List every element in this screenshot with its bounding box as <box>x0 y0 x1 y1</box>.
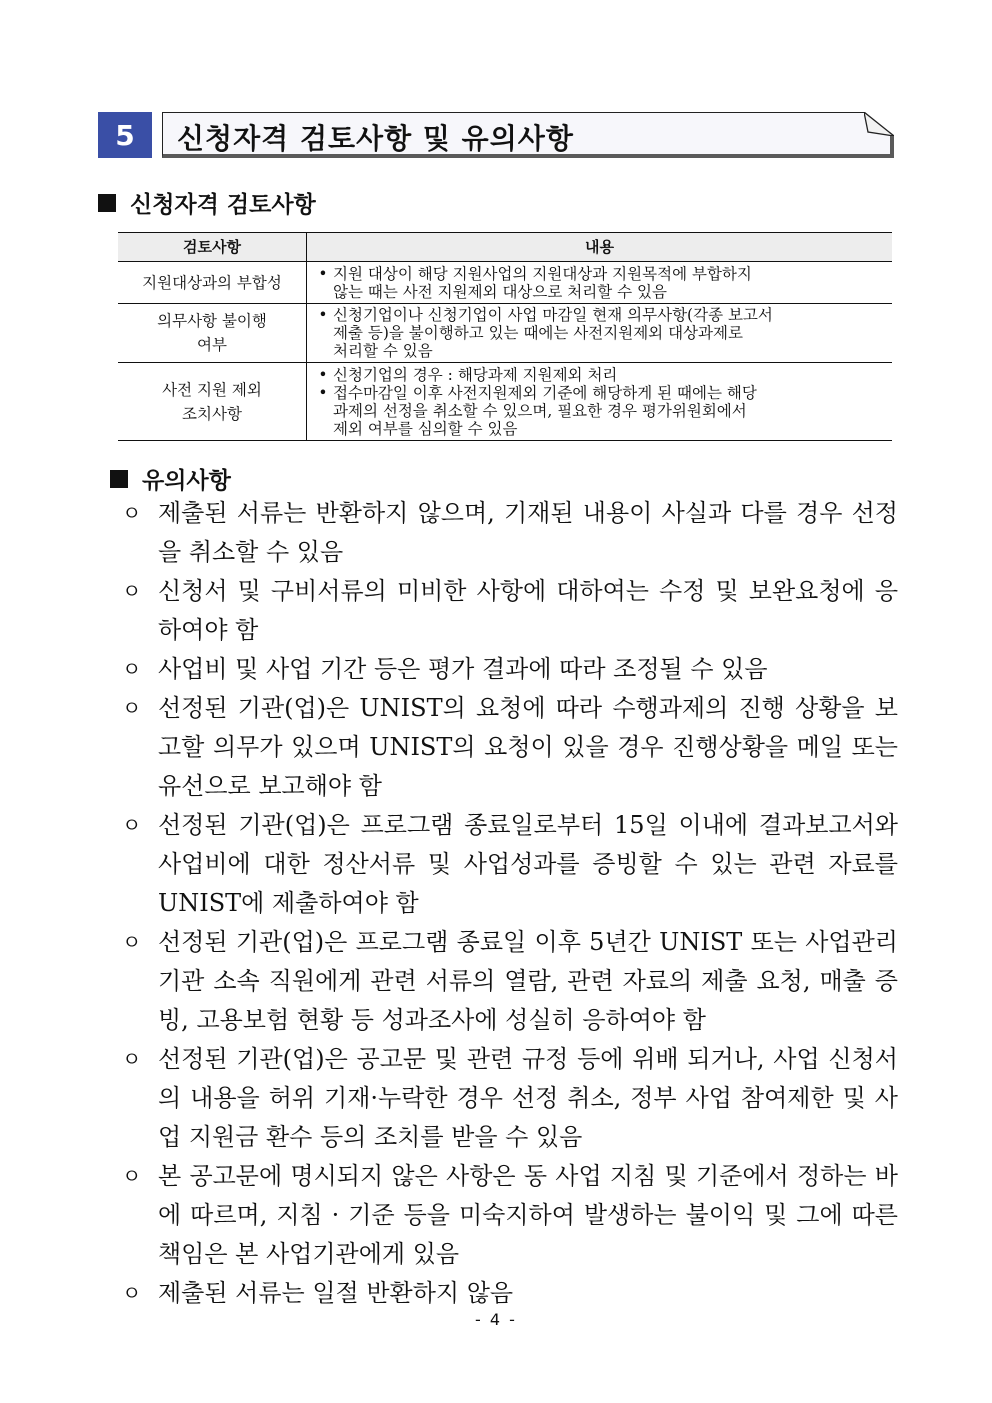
bullet-dot: • <box>318 264 328 283</box>
list-item <box>122 1040 898 1157</box>
list-item <box>122 806 898 923</box>
notes-heading <box>110 462 231 495</box>
review-item-line: 여부 <box>197 336 227 354</box>
note-text: 신청서 및 구비서류의 미비한 사항에 대하여는 수정 및 보완요청에 응하여야 함 <box>158 577 898 644</box>
section-title-box <box>162 112 894 158</box>
bullet-dot: • <box>318 306 328 324</box>
column-header-content: 내용 <box>307 233 893 262</box>
bullet-text: 지원 대상이 해당 지원사업의 지원대상과 지원목적에 부합하지 않는 때는 사전 지원제외 대상으로 처리할 수 있음 <box>333 264 752 301</box>
section-header <box>98 112 896 160</box>
circle-bullet-icon: ㅇ <box>122 696 142 720</box>
review-table <box>118 232 892 441</box>
bullet-text: 신청기업이나 신청기업이 사업 마감일 현재 의무사항(각종 보고서 제출 등)을 불이행하고 있는 때에는 사전지원제외 대상과제로 처리할 수 있음 <box>333 306 773 360</box>
note-text: 선정된 기관(업)은 UNIST의 요청에 따라 수행과제의 진행 상황을 보고할 의무가 있으며 UNIST의 요청이 있을 경우 진행상황을 메일 또는 유선으로 보고해야 함 <box>158 694 898 800</box>
square-bullet-icon <box>110 470 128 488</box>
list-item <box>122 689 898 806</box>
review-content <box>307 304 893 363</box>
circle-bullet-icon: ㅇ <box>122 813 142 837</box>
square-bullet-icon <box>98 194 116 212</box>
content-bullet <box>313 384 886 438</box>
list-item <box>122 494 898 572</box>
bullet-text: 접수마감일 이후 사전지원제외 기준에 해당하게 된 때에는 해당 과제의 선정을 취소할 수 있으며, 필요한 경우 평가위원회에서 제외 여부를 심의할 수 있음 <box>333 383 757 438</box>
page-number: - 4 - <box>475 1310 517 1329</box>
note-text: 선정된 기관(업)은 공고문 및 관련 규정 등에 위배 되거나, 사업 신청서의 내용을 허위 기재·누락한 경우 선정 취소, 정부 사업 참여제한 및 사업 지원금 환수 등의 조치를 받을 수 있음 <box>158 1045 898 1151</box>
review-content <box>307 262 893 304</box>
circle-bullet-icon: ㅇ <box>122 1281 142 1305</box>
review-item <box>118 363 307 441</box>
list-item <box>122 572 898 650</box>
table-header-row <box>118 233 892 262</box>
review-heading <box>98 186 316 219</box>
list-item <box>122 923 898 1040</box>
review-item <box>118 304 307 363</box>
content-bullet <box>313 265 886 301</box>
table-row <box>118 363 892 441</box>
circle-bullet-icon: ㅇ <box>122 657 142 681</box>
review-item: 지원대상과의 부합성 <box>118 262 307 304</box>
review-heading-text: 신청자격 검토사항 <box>130 192 316 218</box>
folded-corner-icon <box>864 112 894 136</box>
bullet-dot: • <box>318 383 328 402</box>
review-content <box>307 363 893 441</box>
note-text: 제출된 서류는 일절 반환하지 않음 <box>158 1279 514 1307</box>
note-text: 선정된 기관(업)은 프로그램 종료일로부터 15일 이내에 결과보고서와 사업비에 대한 정산서류 및 사업성과를 증빙할 수 있는 관련 자료를 UNIST에 제출하여야 함 <box>158 811 898 917</box>
note-text: 사업비 및 사업 기간 등은 평가 결과에 따라 조정될 수 있음 <box>158 655 768 683</box>
section-number: 5 <box>98 112 152 158</box>
note-text: 제출된 서류는 반환하지 않으며, 기재된 내용이 사실과 다를 경우 선정을 취소할 수 있음 <box>158 499 898 566</box>
notes-heading-text: 유의사항 <box>142 468 231 494</box>
bullet-dot: • <box>318 365 328 384</box>
circle-bullet-icon: ㅇ <box>122 1164 142 1188</box>
review-item-line: 조치사항 <box>182 404 242 423</box>
review-item-line: 의무사항 불이행 <box>157 312 267 330</box>
bullet-text: 신청기업의 경우 : 해당과제 지원제외 처리 <box>333 365 618 384</box>
list-item <box>122 1157 898 1274</box>
circle-bullet-icon: ㅇ <box>122 1047 142 1071</box>
list-item <box>122 1274 898 1313</box>
circle-bullet-icon: ㅇ <box>122 930 142 954</box>
review-item-line: 사전 지원 제외 <box>162 380 262 399</box>
content-bullet <box>313 306 886 360</box>
circle-bullet-icon: ㅇ <box>122 501 142 525</box>
table-row <box>118 262 892 304</box>
list-item <box>122 650 898 689</box>
note-text: 선정된 기관(업)은 프로그램 종료일 이후 5년간 UNIST 또는 사업관리기관 소속 직원에게 관련 서류의 열람, 관련 자료의 제출 요청, 매출 증빙, 고용보험 현황 등 성과조사에 성실히 응하여야 함 <box>158 928 898 1034</box>
notes-list <box>122 494 898 1313</box>
column-header-item: 검토사항 <box>118 233 307 262</box>
note-text: 본 공고문에 명시되지 않은 사항은 동 사업 지침 및 기준에서 정하는 바에 따르며, 지침 · 기준 등을 미숙지하여 발생하는 불이익 및 그에 따른 책임은 본 사업기관에게 있음 <box>158 1162 898 1268</box>
circle-bullet-icon: ㅇ <box>122 579 142 603</box>
table-row <box>118 304 892 363</box>
content-bullet <box>313 366 886 384</box>
section-title: 신청자격 검토사항 및 유의사항 <box>177 122 574 155</box>
